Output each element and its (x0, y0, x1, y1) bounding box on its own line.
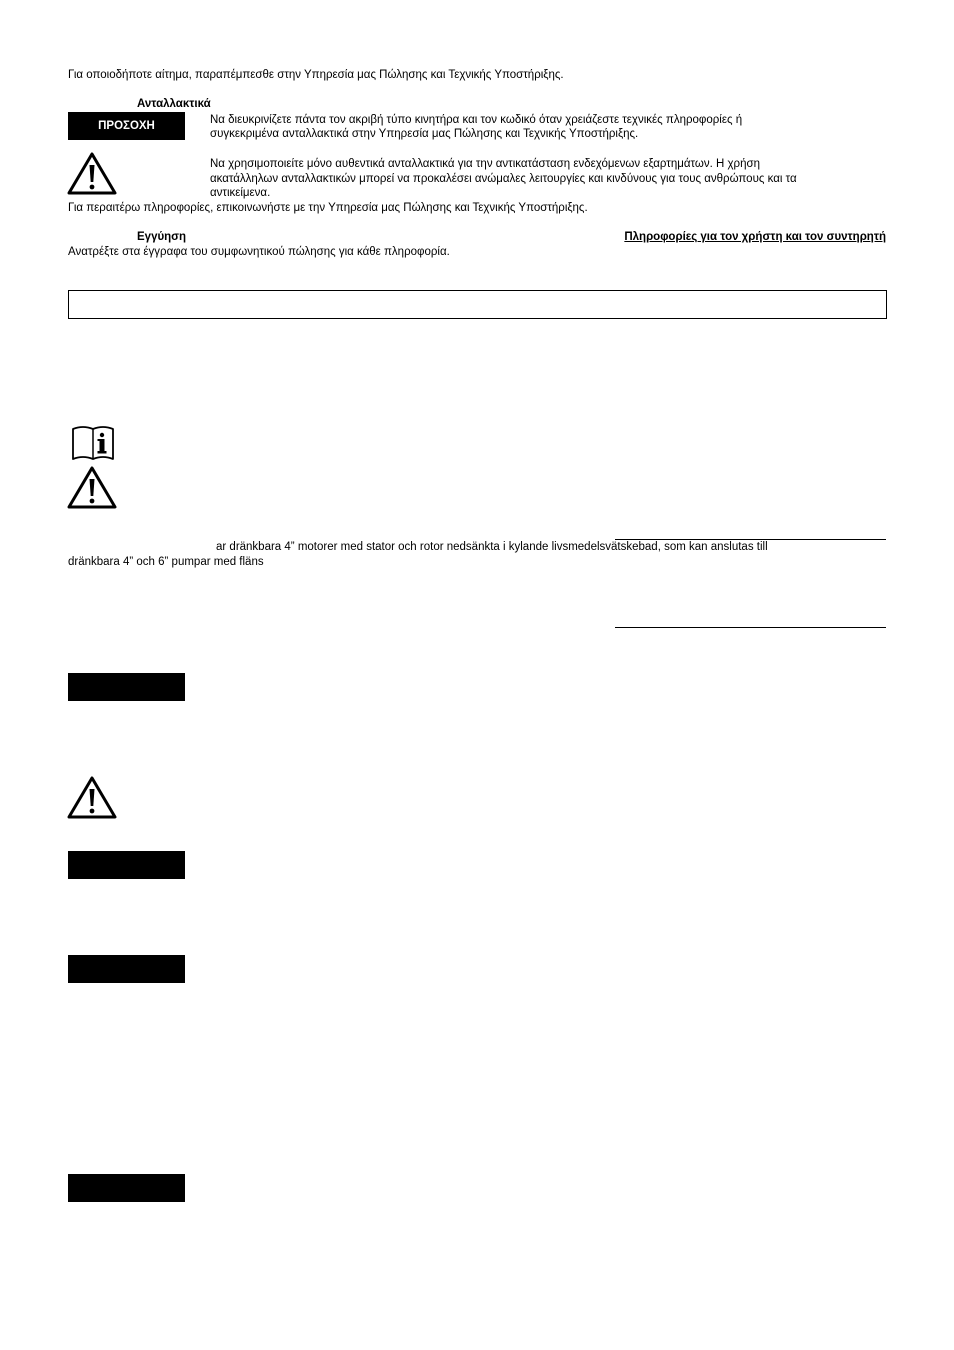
redacted-label (68, 1174, 185, 1202)
warning-triangle-icon (67, 465, 117, 509)
redacted-label (68, 955, 185, 983)
empty-frame-box (68, 290, 887, 319)
more-info-text: Για περαιτέρω πληροφορίες, επικοινωνήστε με την Υπηρεσία μας Πώλησης και Τεχνικής Υποστήριξης. (68, 202, 588, 214)
spare-parts-para2-line2: ακατάλληλων ανταλλακτικών μπορεί να προκαλέσει ανώμαλες λειτουργίες και κινδύνους για τους ανθρώπους και τα (210, 173, 797, 185)
divider-line (615, 627, 886, 628)
warning-label (68, 112, 185, 140)
spare-parts-para1-line2: συγκεκριμένα ανταλλακτικά στην Υπηρεσία μας Πώλησης και Τεχνικής Υποστήριξης. (210, 128, 639, 140)
spare-parts-para2-line3: αντικείμενα. (210, 187, 271, 199)
warning-triangle-icon (67, 775, 117, 819)
user-maintainer-heading: Πληροφορίες για τον χρήστη και τον συντηρητή (624, 231, 886, 243)
warning-label-text: ΠΡΟΣΟΧΗ (98, 120, 155, 132)
read-manual-info-icon (70, 424, 116, 462)
redacted-label (68, 851, 185, 879)
warranty-heading: Εγγύηση (137, 231, 187, 243)
product-description-line2: dränkbara 4” och 6” pumpar med fläns (68, 556, 264, 568)
product-description-line1: ar dränkbara 4” motorer med stator och rotor nedsänkta i kylande livsmedelsvätskebad, som kan anslutas till (216, 541, 768, 553)
redacted-label (68, 673, 185, 701)
spare-parts-heading: Ανταλλακτικά (137, 98, 211, 110)
warning-triangle-icon (67, 151, 117, 195)
spare-parts-para1-line1: Να διευκρινίζετε πάντα τον ακριβή τύπο κινητήρα και τον κωδικό όταν χρειάζεστε τεχνικές πληροφορίες ή (210, 114, 743, 126)
spare-parts-para2-line1: Να χρησιμοποιείτε μόνο αυθεντικά ανταλλακτικά για την αντικατάσταση ενδεχόμενων εξαρτημάτων. Η χρήση (210, 158, 760, 170)
warranty-text: Ανατρέξτε στα έγγραφα του συμφωνητικού πώλησης για κάθε πληροφορία. (68, 246, 450, 258)
intro-text: Για οποιοδήποτε αίτημα, παραπέμπεσθε στην Υπηρεσία μας Πώλησης και Τεχνικής Υποστήριξης. (68, 69, 564, 81)
